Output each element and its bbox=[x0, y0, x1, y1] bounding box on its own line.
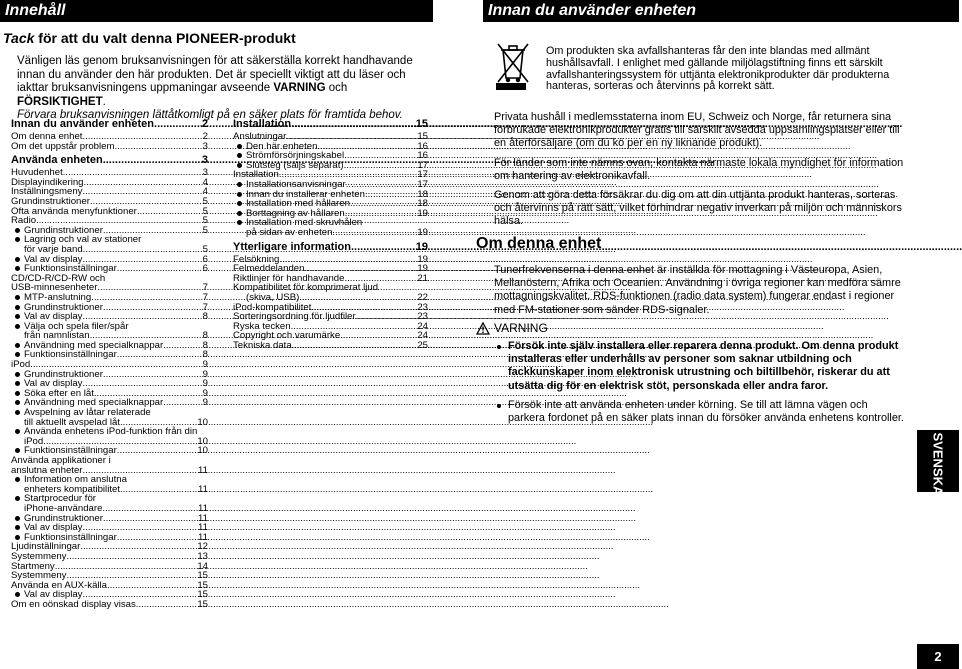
toc-entry-title: Välja och spela filer/spår bbox=[24, 320, 129, 332]
toc-entry-title: Använda applikationer i bbox=[11, 455, 111, 466]
toc-entry bbox=[233, 161, 428, 171]
toc-page: 7 bbox=[202, 282, 208, 294]
toc-entry-title: Val av display bbox=[24, 253, 83, 265]
toc-page: 8 bbox=[202, 330, 208, 342]
toc-page: 9 bbox=[202, 397, 208, 409]
toc-entry-title: Copyright och varumärke bbox=[233, 330, 341, 342]
toc-page: 7 bbox=[202, 301, 208, 313]
toc-entry-title: Använda enheten bbox=[11, 154, 103, 167]
toc-page: 15 bbox=[197, 589, 208, 601]
header-right: Innan du använder enheten bbox=[483, 0, 959, 22]
toc-page: 17 bbox=[417, 178, 428, 190]
toc-page: 7 bbox=[202, 291, 208, 303]
toc-leader bbox=[82, 590, 196, 600]
disposal-p3: Genom att göra detta försäkrar du dig om att din uttjänta produkt hanteras, sorteras och återvinns på rätt sätt, vilket förhindrar negativ inverkan på miljön och människors hälsa. bbox=[494, 189, 902, 228]
toc-entry-title: Inställningsmeny bbox=[11, 186, 83, 198]
intro-and: och bbox=[325, 82, 348, 94]
toc-entry bbox=[11, 322, 208, 332]
toc-entry-title: MTP-anslutning bbox=[24, 291, 92, 303]
page-number: 2 bbox=[917, 644, 959, 669]
toc-entry-title: Displayindikering bbox=[11, 176, 84, 188]
toc-entry-title: Val av display bbox=[24, 522, 83, 534]
toc-entry-title: Val av display bbox=[24, 589, 83, 601]
toc-entry-title: iPod-kompatibilitet bbox=[233, 301, 312, 313]
toc-page: 15 bbox=[197, 579, 208, 591]
toc-entry bbox=[11, 446, 208, 456]
toc-entry-title: Anslutningar bbox=[233, 131, 287, 142]
toc-entry-title: (skiva, USB) bbox=[246, 291, 300, 303]
toc-page: 23 bbox=[417, 301, 428, 313]
toc-entry bbox=[11, 235, 208, 245]
disposal-p2: För länder som inte nämns ovan, kontakta närmaste lokala myndighet för information om hantering av elektronikavfall. bbox=[494, 156, 904, 182]
warning-list bbox=[496, 340, 906, 431]
toc-page: 11 bbox=[198, 522, 208, 534]
toc-page: 10 bbox=[197, 445, 208, 457]
language-tab-label: SVENSKA bbox=[930, 432, 946, 496]
toc-entry-title: CD/CD-R/CD-RW och bbox=[11, 272, 106, 284]
toc-page: 22 bbox=[417, 291, 428, 303]
warning-item: Försök inte själv installera eller reparera denna produkt. Om denna produkt installeras eller underhålls av personer som saknar utbildning och fackkunskaper inom elektronisk utrustning och biltillbehör, riskerar du att utsätta dig för en elektrisk stöt, personskada eller andra faror. bbox=[496, 340, 906, 393]
toc-page: 8 bbox=[202, 349, 208, 361]
toc-page: 2 bbox=[201, 118, 208, 130]
toc-entry-title: Funktionsinställningar bbox=[24, 349, 117, 361]
toc-entry-title: Information om anslutna bbox=[24, 474, 127, 486]
toc-leader bbox=[117, 264, 202, 274]
unit-paragraph: Tunerfrekvenserna i denna enhet är inställda för mottagning i Västeuropa, Asien, Mellanöstern, Afrika och Oceanien. Användning i övriga regioner kan medföra sämre mottagningskvalitet. RDS-funktionen (radio data system) fungerar endast i regioner med FM-stationer som sänder RDS-signaler. bbox=[494, 264, 901, 316]
toc-page: 11 bbox=[198, 531, 208, 543]
toc-page: 6 bbox=[202, 263, 208, 275]
toc-entry-title: Använda en AUX-källa bbox=[11, 579, 107, 591]
header-left: Innehåll bbox=[0, 0, 433, 22]
toc-page: 13 bbox=[197, 550, 208, 562]
toc-entry bbox=[233, 341, 428, 351]
toc-page: 15 bbox=[197, 570, 208, 582]
toc-page: 8 bbox=[202, 311, 208, 323]
toc-entry bbox=[233, 218, 428, 228]
toc-page: 10 bbox=[197, 416, 208, 428]
toc-entry-title: Grundinstruktioner bbox=[24, 224, 103, 236]
toc-page: 14 bbox=[197, 560, 208, 572]
toc-entry-title: Huvudenhet bbox=[11, 167, 63, 179]
toc-entry bbox=[233, 119, 428, 130]
toc-entry-title: Startmeny bbox=[11, 560, 55, 572]
toc-entry bbox=[233, 228, 428, 238]
subtitle-prefix: Tack bbox=[3, 30, 35, 46]
toc-entry-title: Lagring och val av stationer bbox=[24, 234, 142, 246]
toc-entry-title: Felmeddelanden bbox=[233, 263, 305, 275]
toc-entry-title: från namnlistan bbox=[24, 330, 90, 342]
intro-warning: VARNING bbox=[273, 82, 326, 94]
toc-entry-title: Om en oönskad display visas bbox=[11, 598, 136, 610]
section-title: Om denna enhet bbox=[476, 235, 602, 252]
intro-text: Vänligen läs genom bruksanvisningen för att säkerställa korrekt handhavande innan du använder den här produkten. Det är speciellt viktigt att du läser och iakttar bruksanvisningens uppmaningar avseende bbox=[17, 55, 413, 94]
disposal-info bbox=[494, 111, 904, 235]
toc-entry-title: Grundinstruktioner bbox=[24, 368, 103, 380]
toc-entry bbox=[11, 350, 208, 360]
toc-entry-title: Funktionsinställningar bbox=[24, 445, 117, 457]
toc-page: 19 bbox=[417, 207, 428, 219]
warning-heading bbox=[476, 321, 548, 335]
subtitle-rest: för att du valt denna PIONEER-produkt bbox=[34, 30, 296, 46]
toc-entry-title: Kompatibilitet för komprimerat ljud bbox=[233, 282, 379, 294]
toc-entry-title: Slutsteg (säljs separat) bbox=[246, 159, 344, 171]
toc-entry-title: Ofta använda menyfunktioner bbox=[11, 205, 137, 217]
toc-page: 17 bbox=[417, 159, 428, 171]
toc-page: 11 bbox=[198, 502, 208, 514]
toc-entry-title: Användning med specialknappar bbox=[24, 339, 164, 351]
toc-page: 19 bbox=[417, 263, 428, 275]
toc-leader bbox=[117, 533, 197, 543]
toc-entry-title: Sorteringsordning för ljudfiler bbox=[233, 311, 356, 323]
toc-page: 5 bbox=[202, 224, 208, 236]
toc-page: 18 bbox=[417, 188, 428, 200]
toc-entry-title: Söka efter en låt bbox=[24, 387, 94, 399]
toc-entry bbox=[233, 242, 428, 253]
toc-leader bbox=[351, 242, 415, 253]
toc-page: 6 bbox=[202, 253, 208, 265]
toc-page: 19 bbox=[417, 253, 428, 265]
toc-entry-title: Innan du installerar enheten bbox=[246, 188, 365, 200]
toc-entry bbox=[11, 264, 208, 274]
toc-entry-title: Innan du använder enheten bbox=[11, 118, 155, 130]
toc-leader bbox=[332, 228, 416, 238]
toc-entry-title: Installation bbox=[233, 118, 292, 130]
disposal-p1: Privata hushåll i medlemsstaterna inom EU, Schweiz och Norge, får returnera sina förbrukade elektronikprodukter gratis till särskilt avsedda uppsamlingsplatser eller till en återförsäljare (om du kö per en ny liknande produkt). bbox=[494, 111, 900, 150]
toc-page: 5 bbox=[202, 195, 208, 207]
toc-entry-title: Grundinstruktioner bbox=[11, 195, 90, 207]
toc-page: 15 bbox=[197, 598, 208, 610]
toc-page: 15 bbox=[415, 118, 428, 130]
toc-entry-title: Om denna enhet bbox=[11, 131, 83, 142]
toc-entry bbox=[11, 155, 208, 166]
toc-entry-title: Avspelning av låtar relaterade bbox=[24, 407, 151, 419]
toc-entry bbox=[11, 533, 208, 543]
toc-entry-title: Systemmeny bbox=[11, 550, 67, 562]
toc-entry-title: Borttagning av hållaren bbox=[246, 207, 345, 219]
toc-page: 5 bbox=[202, 243, 208, 255]
toc-entry-title: Ryska tecken bbox=[233, 320, 291, 332]
toc-page: 3 bbox=[201, 154, 208, 167]
toc-entry-title: Installation med hållaren bbox=[246, 198, 350, 210]
toc-leader bbox=[136, 600, 197, 610]
toc-entry-title: Installationsanvisningar bbox=[246, 178, 346, 190]
toc-entry-title: Ljudinställningar bbox=[11, 541, 81, 553]
toc-entry-title: för varje band bbox=[24, 243, 83, 255]
toc-page: 16 bbox=[417, 140, 428, 152]
toc-entry-title: Riktlinjer för handhavande bbox=[233, 272, 345, 284]
toc-leader bbox=[117, 350, 202, 360]
toc-entry-title: Startprocedur för bbox=[24, 493, 96, 505]
toc-page: 18 bbox=[417, 198, 428, 210]
intro-paragraph bbox=[17, 55, 427, 109]
toc-page: 5 bbox=[202, 215, 208, 227]
toc-page: 16 bbox=[417, 150, 428, 162]
toc-entry-title: Installation med skruvhålen bbox=[246, 217, 363, 229]
toc-entry-title: Installation bbox=[233, 169, 279, 181]
toc-entry-title: Grundinstruktioner bbox=[24, 301, 103, 313]
intro-caution: FÖRSIKTIGHET bbox=[17, 95, 103, 108]
toc-page: 24 bbox=[417, 320, 428, 332]
toc-leader bbox=[344, 161, 417, 171]
toc-page: 11 bbox=[198, 483, 208, 495]
toc-entry-title: till aktuellt avspelad låt bbox=[24, 416, 120, 428]
toc-entry-title: Ytterligare information bbox=[233, 240, 351, 253]
weee-bar bbox=[496, 83, 526, 90]
toc-page: 21 bbox=[417, 272, 428, 284]
toc-page: 8 bbox=[202, 339, 208, 351]
warning-item: Försök inte att använda enheten under körning. Se till att lämna vägen och parkera fordonet på en säker plats innan du försöker använda enhetens kontroller. bbox=[496, 399, 906, 425]
toc-entry-title: iPhone-användare bbox=[24, 502, 103, 514]
toc-page: 9 bbox=[202, 387, 208, 399]
toc-entry-title: Den här enheten bbox=[246, 140, 318, 152]
toc-leader bbox=[292, 341, 417, 351]
warning-title: VARNING bbox=[494, 321, 548, 335]
toc-page: 3 bbox=[202, 140, 208, 152]
warning-icon bbox=[476, 322, 490, 335]
toc-entry bbox=[11, 494, 208, 504]
toc-entry bbox=[11, 408, 208, 418]
toc-leader bbox=[163, 398, 201, 408]
toc-page: 12 bbox=[197, 541, 208, 553]
toc-entry bbox=[11, 590, 208, 600]
toc-entry bbox=[11, 600, 208, 610]
toc-entry-title: Systemmeny bbox=[11, 570, 67, 582]
language-tab bbox=[917, 430, 959, 496]
toc-entry-title: Tekniska data bbox=[233, 339, 292, 351]
toc-entry-title: Om det uppstår problem bbox=[11, 140, 115, 152]
toc-page: 9 bbox=[202, 378, 208, 390]
toc-leader bbox=[154, 119, 201, 130]
subtitle bbox=[3, 30, 296, 46]
toc-entry-title: Val av display bbox=[24, 378, 83, 390]
unit-info bbox=[494, 264, 904, 323]
toc-page: 25 bbox=[417, 339, 428, 351]
toc-entry-title: iPod bbox=[24, 435, 44, 447]
toc-right bbox=[233, 119, 428, 350]
toc-page: 9 bbox=[202, 368, 208, 380]
toc-page: 5 bbox=[202, 205, 208, 217]
toc-page: 3 bbox=[202, 167, 208, 179]
toc-entry bbox=[11, 475, 208, 485]
toc-page: 24 bbox=[417, 330, 428, 342]
toc-entry bbox=[11, 119, 208, 130]
toc-page: 11 bbox=[198, 512, 208, 524]
toc-entry bbox=[11, 142, 208, 152]
toc-page: 4 bbox=[202, 186, 208, 198]
toc-entry-title: anslutna enheter bbox=[11, 464, 83, 476]
intro-note: Förvara bruksanvisningen lättåtkomligt på en säker plats för framtida behov. bbox=[17, 109, 403, 121]
toc-entry-title: Användning med specialknappar bbox=[24, 397, 164, 409]
toc-page: 10 bbox=[197, 435, 208, 447]
toc-entry-title: Grundinstruktioner bbox=[24, 512, 103, 524]
toc-page: 4 bbox=[202, 176, 208, 188]
toc-page: 2 bbox=[202, 131, 208, 142]
toc-page: 17 bbox=[417, 169, 428, 181]
weee-text: Om produkten ska avfallshanteras får den inte blandas med allmänt hushållsavfall. I enlighet med gällande miljölagstiftning finns ett särskilt avfallshanteringssystem för uttjänta elektronikprodukter där produkterna hanteras, sorteras och återvinns på korrekt sätt. bbox=[546, 45, 890, 93]
toc-entry-title: USB-minnesenheter bbox=[11, 282, 98, 294]
toc-entry-title: Funktionsinställningar bbox=[24, 263, 117, 275]
toc-page: 19 bbox=[417, 226, 428, 238]
toc-page: 19 bbox=[415, 240, 428, 253]
toc-leader bbox=[103, 155, 201, 166]
toc-leader bbox=[114, 142, 201, 152]
toc-entry-title: Använda enhetens iPod-funktion från din bbox=[24, 426, 198, 438]
toc-entry-title: Strömförsörjningskabel bbox=[246, 150, 345, 162]
toc-entry-title: enheters kompatibilitet bbox=[24, 483, 120, 495]
toc-entry-title: Radio bbox=[11, 215, 37, 227]
toc-entry bbox=[11, 427, 208, 437]
toc-entry-title: på sidan av enheten bbox=[246, 226, 333, 238]
toc-leader bbox=[120, 485, 197, 495]
toc-entry-title: iPod bbox=[11, 359, 31, 371]
toc-entry-title: Felsökning bbox=[233, 253, 280, 265]
intro-end: . bbox=[102, 95, 106, 108]
toc-entry-title: Val av display bbox=[24, 311, 83, 323]
toc-page: 15 bbox=[417, 131, 428, 142]
toc-leader bbox=[117, 446, 197, 456]
intro bbox=[17, 55, 427, 123]
toc-page: 11 bbox=[198, 464, 208, 476]
toc-page: 9 bbox=[202, 359, 208, 371]
toc-page: 23 bbox=[417, 311, 428, 323]
toc-entry-title: Funktionsinställningar bbox=[24, 531, 117, 543]
toc-leader bbox=[291, 119, 415, 130]
toc-left bbox=[11, 119, 208, 610]
